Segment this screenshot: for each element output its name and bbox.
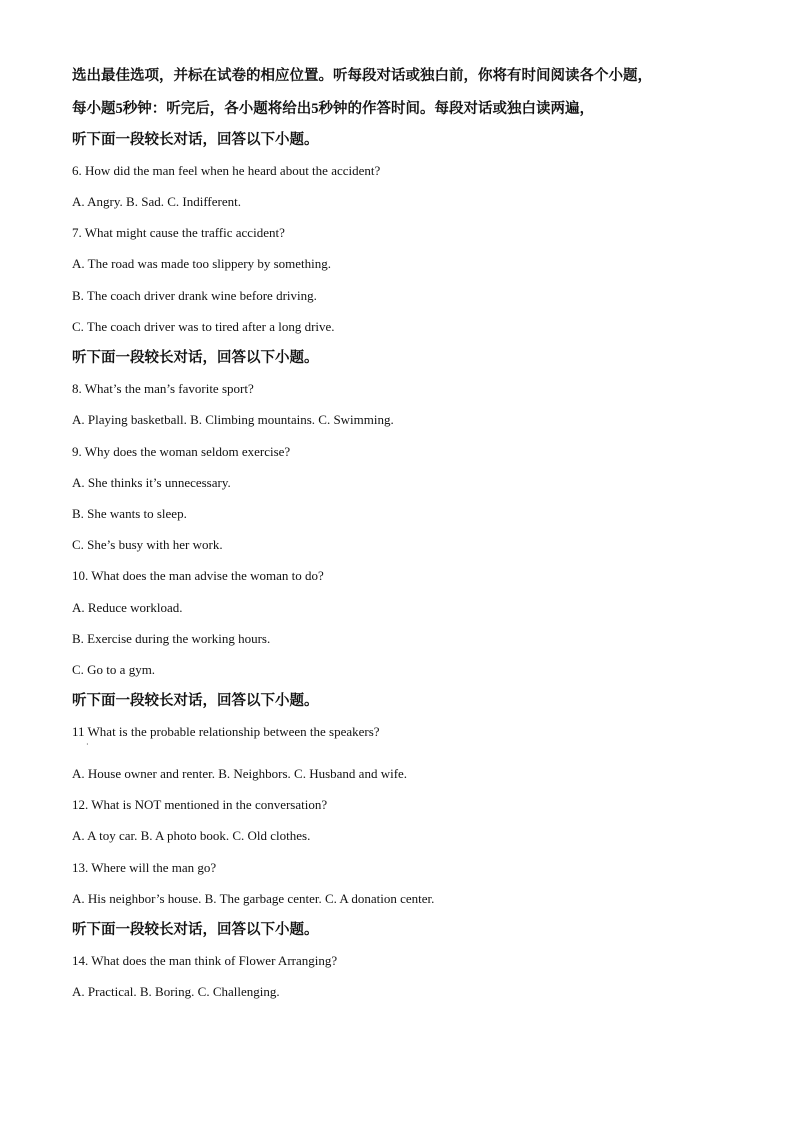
question-7: 7. What might cause the traffic accident? bbox=[72, 225, 285, 240]
instructions-line-2: 每小题5秒钟：听完后，各小题将给出5秒钟的作答时间。每段对话或独白读两遍， bbox=[72, 101, 594, 117]
question-10-option-c: C. Go to a gym. bbox=[72, 662, 156, 677]
question-8: 8. What’s the man’s favorite sport? bbox=[72, 381, 254, 396]
question-8-options: A. Playing basketball. B. Climbing mountains. C. Swimming. bbox=[72, 412, 394, 427]
section-heading-3: 听下面一段较长对话，回答以下小题。 bbox=[72, 693, 319, 709]
question-6-options: A. Angry. B. Sad. C. Indifferent. bbox=[72, 194, 241, 209]
section-heading-2: 听下面一段较长对话，回答以下小题。 bbox=[72, 350, 319, 366]
question-12: 12. What is NOT mentioned in the conversation? bbox=[72, 797, 328, 812]
question-7-option-a: A. The road was made too slippery by something. bbox=[72, 256, 331, 271]
question-10-option-b: B. Exercise during the working hours. bbox=[72, 631, 271, 646]
question-11: 11 What is the probable relationship between the speakers? bbox=[72, 724, 380, 739]
question-13-options: A. His neighbor’s house. B. The garbage center. C. A donation center. bbox=[72, 891, 435, 906]
question-9-option-c: C. She’s busy with her work. bbox=[72, 537, 223, 552]
question-14-options: A. Practical. B. Boring. C. Challenging. bbox=[72, 984, 280, 999]
question-10-option-a: A. Reduce workload. bbox=[72, 600, 183, 615]
question-10: 10. What does the man advise the woman to do? bbox=[72, 568, 324, 583]
section-heading-1: 听下面一段较长对话，回答以下小题。 bbox=[72, 132, 319, 148]
stray-dot: · bbox=[86, 740, 89, 749]
question-6: 6. How did the man feel when he heard about the accident? bbox=[72, 163, 381, 178]
question-7-option-b: B. The coach driver drank wine before driving. bbox=[72, 288, 317, 303]
question-9-option-a: A. She thinks it’s unnecessary. bbox=[72, 475, 231, 490]
question-7-option-c: C. The coach driver was to tired after a long drive. bbox=[72, 319, 335, 334]
question-12-options: A. A toy car. B. A photo book. C. Old clothes. bbox=[72, 828, 311, 843]
instructions-line-1: 选出最佳选项，并标在试卷的相应位置。听每段对话或独白前，你将有时间阅读各个小题， bbox=[72, 68, 652, 84]
question-9-option-b: B. She wants to sleep. bbox=[72, 506, 187, 521]
question-9: 9. Why does the woman seldom exercise? bbox=[72, 444, 291, 459]
section-heading-4: 听下面一段较长对话，回答以下小题。 bbox=[72, 922, 319, 938]
question-14: 14. What does the man think of Flower Arranging? bbox=[72, 953, 338, 968]
question-13: 13. Where will the man go? bbox=[72, 860, 217, 875]
question-11-options: A. House owner and renter. B. Neighbors. C. Husband and wife. bbox=[72, 766, 408, 781]
